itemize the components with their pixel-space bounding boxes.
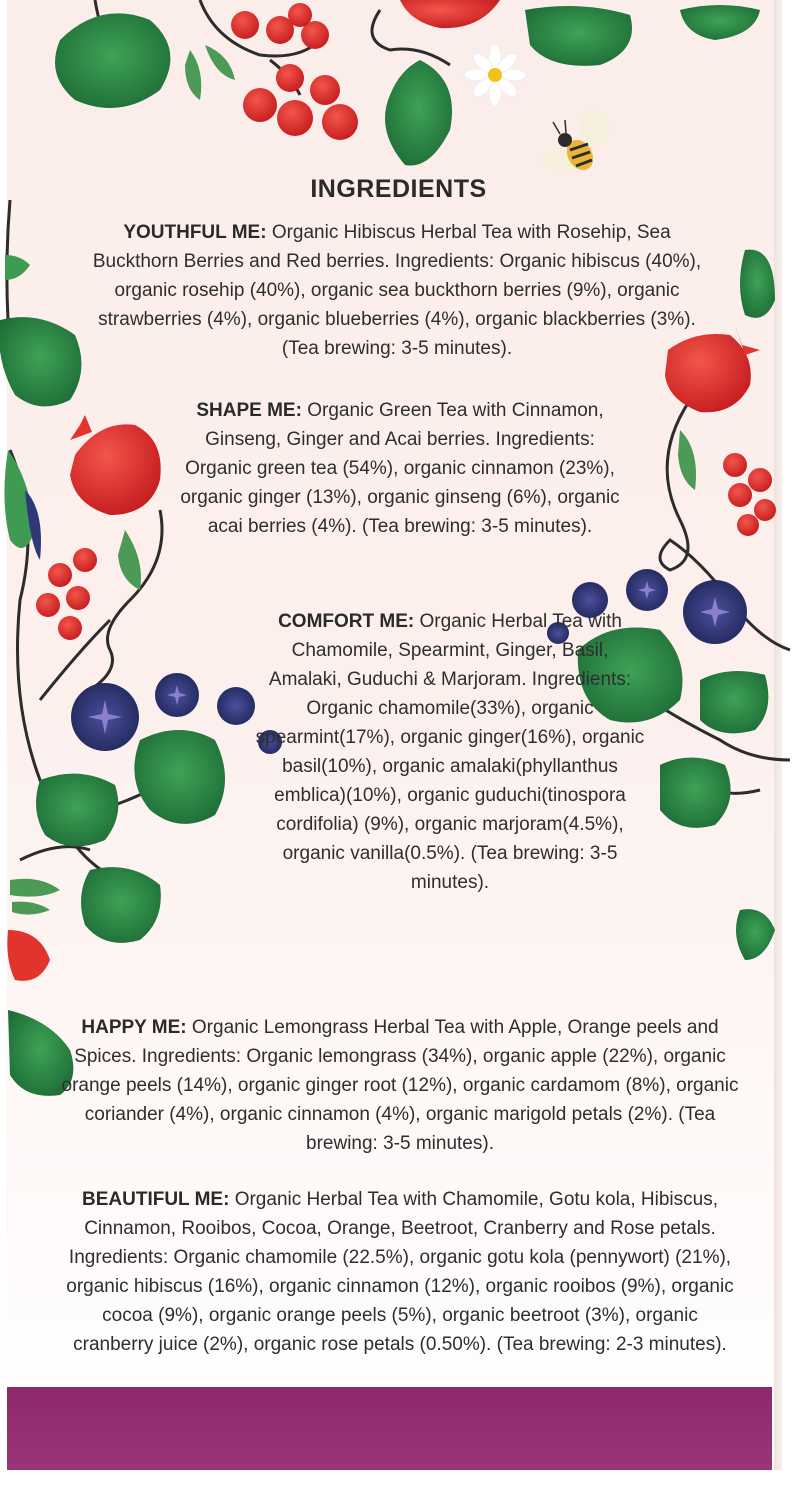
blueberry-icon [626, 569, 668, 611]
daisy-flower-icon [464, 44, 526, 106]
leaf-icon [740, 250, 775, 318]
leaf-icon [185, 45, 235, 100]
blueberry-icon [155, 673, 199, 717]
section-name: SHAPE ME: [196, 400, 302, 421]
leaf-icon [385, 60, 452, 166]
berry-icon [36, 548, 97, 640]
section-name: YOUTHFUL ME: [123, 222, 267, 243]
leaf-icon [10, 879, 60, 915]
blueberry-icon [683, 580, 747, 644]
leaf-icon [700, 671, 768, 733]
ingredients-heading: INGREDIENTS [310, 175, 487, 203]
leaf-icon [5, 255, 30, 280]
ingredient-section-beautiful-me [62, 1185, 738, 1359]
leaf-icon [0, 317, 81, 406]
leaf-icon [134, 730, 225, 824]
ingredient-section-shape-me [175, 396, 625, 541]
section-name: BEAUTIFUL ME: [82, 1189, 230, 1210]
section-text: Organic Lemongrass Herbal Tea with Apple, Orange peels and Spices. Ingredients: Organic lemongrass (34%), organic apple (22%), organic orange peels (14%), organic ginger root (12%), organic cardamom (8%), organic coriander (4%), organic cinnamon (4%), organic marigold petals (2%). (Tea brewing: 3-5 minutes). [61, 1017, 739, 1154]
leaf-icon [36, 774, 118, 847]
leaf-icon [4, 450, 41, 560]
section-text: Organic Herbal Tea with Chamomile, Spearmint, Ginger, Basil, Amalaki, Guduchi & Marjoram. Ingredients: Organic chamomile(33%), organic spearmint(17%), organic ginger(16%), organic basil(10%), organic amalaki(phyllanthus emblica)(10%), organic guduchi(tinospora cordifolia) (9%), organic marjoram(4.5%), organic vanilla(0.5%). (Tea brewing: 3-5 minutes). [255, 611, 645, 893]
box-bottom-band [7, 1387, 772, 1470]
leaf-icon [680, 5, 760, 40]
ingredient-section-happy-me [60, 1013, 740, 1158]
berry-icon [723, 453, 776, 536]
blueberry-icon [71, 683, 139, 751]
section-text: Organic Green Tea with Cinnamon, Ginseng, Ginger and Acai berries. Ingredients: Organic green tea (54%), organic cinnamon (23%), organic ginger (13%), organic ginseng (6%), organic acai berries (4%). (Tea brewing: 3-5 minutes). [180, 400, 620, 537]
leaf-icon [55, 13, 170, 108]
leaf-icon [525, 6, 632, 66]
section-text: Organic Herbal Tea with Chamomile, Gotu kola, Hibiscus, Cinnamon, Rooibos, Cocoa, Orange, Beetroot, Cranberry and Rose petals. Ingredients: Organic chamomile (22.5%), organic gotu kola (pennywort) (21%), organic hibiscus (16%), organic cinnamon (12%), organic rooibos (9%), organic cocoa (9%), organic orange peels (5%), organic beetroot (3%), organic cranberry juice (2%), organic rose petals (0.50%). (Tea brewing: 2-3 minutes). [66, 1189, 734, 1355]
leaf-icon [736, 909, 775, 960]
ingredient-section-comfort-me [255, 607, 645, 897]
section-name: HAPPY ME: [81, 1017, 187, 1038]
blueberry-icon [217, 687, 255, 725]
ingredient-section-youthful-me [92, 218, 702, 363]
leaf-icon [118, 530, 141, 590]
leaf-icon [660, 758, 731, 828]
berry-icon [231, 0, 500, 140]
flower-icon [7, 930, 50, 981]
leaf-icon [678, 430, 696, 490]
leaf-icon [81, 867, 161, 943]
section-name: COMFORT ME: [278, 611, 415, 632]
section-text: Organic Hibiscus Herbal Tea with Rosehip, Sea Buckthorn Berries and Red berries. Ingredients: Organic hibiscus (40%), organic rosehip (40%), organic sea buckthorn berries (9%), organic strawberries (4%), organic blueberries (4%), organic blackberries (3%). (Tea brewing: 3-5 minutes). [92, 222, 702, 359]
apple-icon [70, 415, 161, 515]
bee-icon [543, 110, 609, 175]
